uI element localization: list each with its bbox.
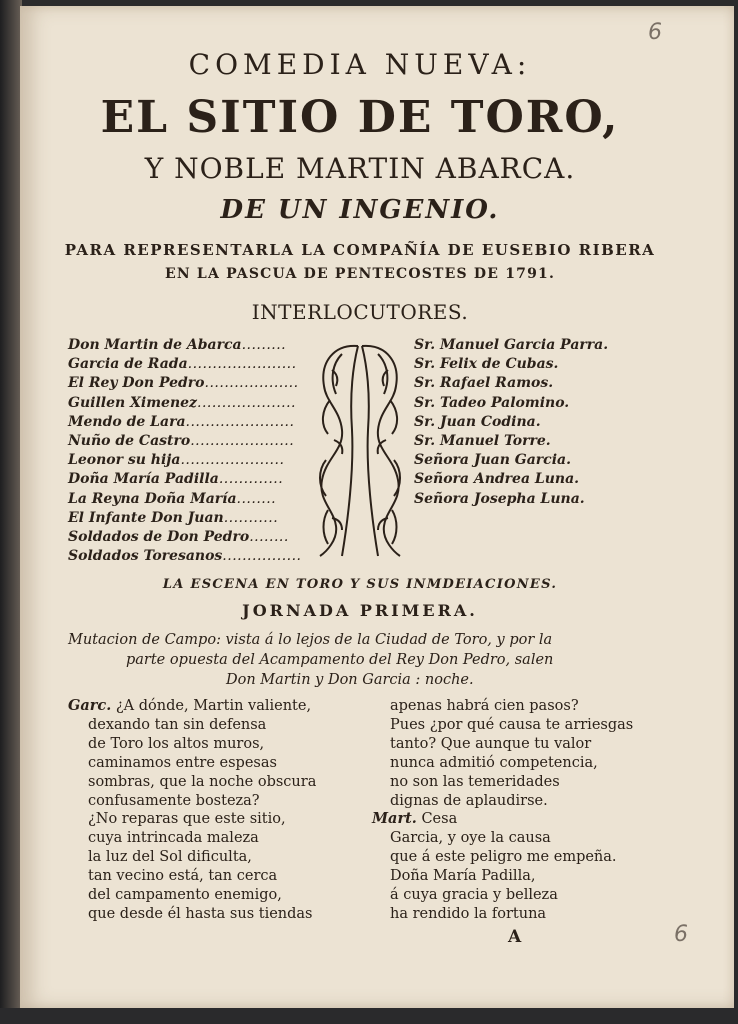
verse-line: Mart. Cesa (372, 810, 458, 828)
cast-heading: INTERLOCUTORES. (251, 300, 469, 324)
scan-border (0, 1008, 738, 1024)
verse-line: Doña María Padilla, (390, 868, 536, 885)
verse-line: del campamento enemigo, (88, 887, 282, 904)
binding-gutter (0, 0, 22, 1024)
cast-actor-row: Señora Juan Garcia. (414, 452, 571, 469)
verse-line: sombras, que la noche obscura (88, 773, 317, 790)
cast-character-row: La Reyna Doña María........ (68, 490, 277, 507)
cast-characters (68, 336, 308, 566)
verse-line: ha rendido la fortuna (390, 905, 547, 922)
cast-character-row: Leonor su hija..................... (68, 452, 285, 469)
stage-direction-line: Mutacion de Campo: vista á lo lejos de la Ciudad de Toro, y por la (68, 632, 553, 648)
verse-line: dignas de aplaudirse. (390, 792, 548, 809)
acanthus-ornament (312, 340, 408, 562)
stage-direction (68, 630, 658, 690)
handwritten-page-number-bottom: 6 (674, 922, 688, 947)
verse-line: confusamente bosteza? (88, 792, 260, 809)
verse-line: caminamos entre espesas (88, 754, 277, 771)
cast-character-row: Soldados Toresanos................ (68, 548, 302, 565)
handwritten-page-number-top: 6 (648, 20, 662, 45)
cast-character-row: Doña María Padilla............. (68, 471, 284, 488)
verse-line: nunca admitió competencia, (390, 754, 598, 771)
cast-actor-row: Sr. Rafael Ramos. (414, 375, 554, 392)
scene-setting: LA ESCENA EN TORO Y SUS INMDEIACIONES. (162, 577, 558, 592)
cast-character-row: Nuño de Castro..................... (68, 433, 295, 450)
title-comedia-nueva: COMEDIA NUEVA: (188, 48, 532, 81)
verse-line: Garc. ¿A dónde, Martin valiente, (68, 697, 312, 714)
verse-line: dexando tan sin defensa (88, 716, 267, 733)
catchword: A (508, 927, 522, 947)
cast-character-row: Don Martin de Abarca......... (68, 337, 287, 353)
title-author: DE UN INGENIO. (220, 195, 500, 225)
verse-column-left (68, 697, 368, 924)
stage-direction-line: parte opuesta del Acampamento del Rey Don Pedro, salen (126, 652, 554, 668)
verse-line: ¿No reparas que este sitio, (88, 811, 286, 828)
verse-line: cuya intrincada maleza (88, 830, 259, 847)
title-subtitle: Y NOBLE MARTIN ABARCA. (144, 152, 576, 185)
cast-actor-row: Sr. Manuel Garcia Parra. (414, 337, 609, 353)
cast-actors (414, 336, 634, 509)
cast-actor-row: Señora Andrea Luna. (414, 471, 580, 488)
verse-line: Pues ¿por qué causa te arriesgas (390, 716, 634, 733)
verse-line: apenas habrá cien pasos? (390, 698, 579, 714)
verse-line: la luz del Sol dificulta, (88, 849, 252, 866)
verse-line: tan vecino está, tan cerca (88, 868, 278, 885)
title-date: EN LA PASCUA DE PENTECOSTES DE 1791. (164, 266, 556, 282)
cast-character-row: El Rey Don Pedro................... (68, 375, 299, 392)
verse-line: tanto? Que aunque tu valor (390, 735, 592, 752)
verse-line: Garcia, y oye la causa (390, 830, 551, 847)
cast-actor-row: Sr. Juan Codina. (414, 413, 541, 430)
title-company: PARA REPRESENTARLA LA COMPAÑÍA DE EUSEBIO RIBERA (64, 241, 656, 259)
cast-character-row: Guillen Ximenez.................... (68, 394, 297, 411)
stage-direction-line: Don Martin y Don Garcia : noche. (226, 672, 474, 688)
cast-actor-row: Señora Josepha Luna. (414, 490, 585, 507)
verse-line: de Toro los altos muros, (88, 735, 265, 752)
verse-column-right (372, 697, 672, 924)
cast-character-row: Garcia de Rada...................... (68, 356, 297, 373)
cast-character-row: El Infante Don Juan........... (68, 509, 279, 526)
speaker-garcia: Garc. (68, 697, 112, 714)
act-heading: JORNADA PRIMERA. (242, 601, 478, 620)
cast-actor-row: Sr. Manuel Torre. (414, 433, 551, 450)
verse-line: que á este peligro me empeña. (390, 849, 617, 866)
verse-line: que desde él hasta sus tiendas (88, 905, 313, 922)
title-main: EL SITIO DE TORO, (100, 92, 620, 143)
verse-line: á cuya gracia y belleza (390, 887, 558, 904)
cast-actor-row: Sr. Tadeo Palomino. (414, 394, 570, 411)
speaker-martin: Mart. (372, 810, 417, 828)
cast-actor-row: Sr. Felix de Cubas. (414, 356, 559, 373)
cast-character-row: Soldados de Don Pedro........ (68, 529, 289, 546)
verse-line: no son las temeridades (390, 773, 560, 790)
cast-character-row: Mendo de Lara...................... (68, 413, 295, 430)
